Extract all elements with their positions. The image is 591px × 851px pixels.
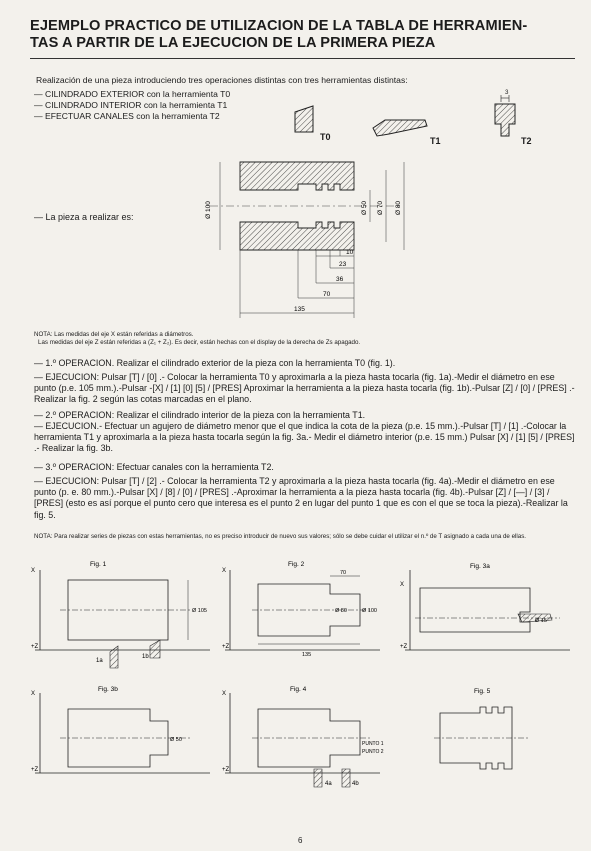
fig4-x-axis-label: X xyxy=(222,691,227,697)
fig4-title: Fig. 4 xyxy=(290,686,307,693)
dim-d50: Ø 50 xyxy=(361,200,368,216)
fig3a-x-axis-label: X xyxy=(400,582,405,588)
fig4-tool-b-icon xyxy=(342,769,350,787)
step-text: — 3.º OPERACION: Efectuar canales con la herramienta T2. xyxy=(34,462,274,472)
step-text: — 2.º OPERACION: Realizar el cilindrado interior de la pieza con la herramienta T1. xyxy=(34,410,366,420)
fig1-label-1b: 1b xyxy=(142,654,149,660)
fig1-x-axis-label: X xyxy=(31,568,36,574)
title-line-2: TAS A PARTIR DE LA EJECUCION DE LA PRIMERA PIEZA xyxy=(30,35,436,51)
dim-d70: Ø 70 xyxy=(377,200,384,216)
page-number: 6 xyxy=(298,836,303,845)
fig5-title: Fig. 5 xyxy=(474,688,491,695)
piece-drawing xyxy=(190,148,440,323)
operation-item: — CILINDRADO EXTERIOR con la herramienta T0 xyxy=(34,89,231,99)
fig4-point-1: PUNTO 1 xyxy=(362,741,384,747)
fig4-z-axis-label: +Z xyxy=(222,767,230,773)
fig2-dim-70: 70 xyxy=(340,570,347,576)
note-axes xyxy=(34,331,574,347)
step-op2 xyxy=(34,410,579,421)
fig1-dim: Ø 105 xyxy=(192,608,207,614)
fig2-dim-135: 135 xyxy=(302,652,312,658)
fig2-dim-100: Ø 100 xyxy=(362,608,377,614)
fig3b-x-axis-label: X xyxy=(31,691,36,697)
step-ej2 xyxy=(34,421,579,455)
tool-t1-icon xyxy=(373,120,427,136)
fig1-z-axis-label: +Z xyxy=(31,644,39,650)
note-line: NOTA: Las medidas del eje X están referidas a diámetros. xyxy=(34,331,194,338)
step-ej1 xyxy=(34,372,579,406)
dim-z135: 135 xyxy=(294,306,305,313)
note-line: Las medidas del eje Z están referidas a (Z₁ + Z₂). Es decir, están hechas con el display de la derecha de Zs apagado. xyxy=(38,339,361,346)
fig1-title: Fig. 1 xyxy=(90,561,107,568)
fig3b-dim: Ø 50 xyxy=(170,737,182,743)
fig3a-title: Fig. 3a xyxy=(470,563,490,570)
fig1-tool-b-icon xyxy=(150,640,160,658)
dim-z70: 70 xyxy=(323,291,331,298)
fig3a-z-axis-label: +Z xyxy=(400,644,408,650)
tool-t2-label: T2 xyxy=(521,136,532,146)
tool-t0-label: T0 xyxy=(320,132,331,142)
piece-label: — La pieza a realizar es: xyxy=(34,212,134,222)
operations-list xyxy=(34,89,304,122)
fig3a-dim: Ø 15 xyxy=(535,618,547,624)
page-title xyxy=(30,18,575,52)
operation-item: — CILINDRADO INTERIOR con la herramienta T1 xyxy=(34,100,228,110)
tool-t1-label: T1 xyxy=(430,136,441,146)
tool-t0-icon xyxy=(295,106,313,132)
dim-z10: 10 xyxy=(346,249,354,256)
fig3b-z-axis-label: +Z xyxy=(31,767,39,773)
dim-d100: Ø 100 xyxy=(205,201,212,219)
step-text: — EJECUCION: Pulsar [T] / [0] .- Colocar la herramienta T0 y aproximarla a la pieza hasta tocarla (fig. 1a).-Medir el diámetro en ese punto (p.e. 105 mm.).-Pulsar -[X] / [1] [0] [5] / [PRES] Aproximar la herramienta a la pieza hasta tocarla (fig. 1b).-Pulsar [Z] / [0] / [PRES] .-Realizar la fig. 2 según las cotas marcadas en el plano. xyxy=(34,372,575,405)
step-text: — EJECUCION.- Efectuar un agujero de diámetro menor que el que indica la cota de la pieza (p.e. 15 mm.).-Pulsar [T] / [1] .-Colocar la herramienta T1 y aproximarla a la pieza hasta tocarla según la fig. 3a.- Medir el diámetro interior (p.e. 15 mm.) Pulsar [X] / [1] [5] / [PRES] .- Realizar la fig. 3b. xyxy=(34,421,575,454)
tool-t2-icon xyxy=(495,104,515,136)
figures-row-2 xyxy=(30,683,580,793)
fig1-label-1a: 1a xyxy=(96,658,103,664)
step-op3 xyxy=(34,462,579,473)
intro-text: Realización de una pieza introduciendo tres operaciones distintas con tres herramientas distintas: xyxy=(36,75,408,85)
fig4-point-2: PUNTO 2 xyxy=(362,749,384,755)
figures-row-1 xyxy=(30,560,580,675)
tool-t2-width-dim: 3 xyxy=(505,89,509,96)
title-line-1: EJEMPLO PRACTICO DE UTILIZACION DE LA TABLA DE HERRAMIEN- xyxy=(30,18,528,34)
fig4-label-4a: 4a xyxy=(325,781,332,787)
step-op1 xyxy=(34,358,579,369)
fig2-dim-80: Ø 80 xyxy=(335,608,347,614)
fig2-z-axis-label: +Z xyxy=(222,644,230,650)
fig4-label-4b: 4b xyxy=(352,781,359,787)
fig3b-title: Fig. 3b xyxy=(98,686,118,693)
fig2-title: Fig. 2 xyxy=(288,561,305,568)
title-divider xyxy=(30,58,575,59)
fig1-tool-a-icon xyxy=(110,646,118,668)
dim-z23: 23 xyxy=(339,261,347,268)
step-ej3 xyxy=(34,476,579,521)
dim-d80: Ø 80 xyxy=(395,200,402,216)
note-series: NOTA: Para realizar series de piezas con estas herramientas, no es preciso introducir de nuevo sus valores; sólo se debe cuidar el utilizar el n.º de T asignado a cada una de ellas. xyxy=(34,533,527,540)
step-text: — 1.º OPERACION. Realizar el cilindrado exterior de la pieza con la herramienta T0 (fig. 1). xyxy=(34,358,396,368)
step-text: — EJECUCION: Pulsar [T] / [2] .- Colocar la herramienta T2 y aproximarla a la pieza hasta tocarla (fig. 4a).-Medir el diámetro en ese punto (p. e. 80 mm.).-Pulsar [X] / [8] / [0] / [PRES] .-Aproximar la herramienta a la pieza hasta tocarla (fig. 4b).-Pulsar [Z] / [—] / [3] / [PRES] (esto es así porque el punto cero que interesa es el punto 2 en lugar del punto 1 que es con el que se toca la pieza).-Realizar la fig. 5. xyxy=(34,476,568,520)
fig4-tool-a-icon xyxy=(314,769,322,787)
dim-z36: 36 xyxy=(336,276,344,283)
operation-item: — EFECTUAR CANALES con la herramienta T2 xyxy=(34,111,220,121)
fig2-x-axis-label: X xyxy=(222,568,227,574)
